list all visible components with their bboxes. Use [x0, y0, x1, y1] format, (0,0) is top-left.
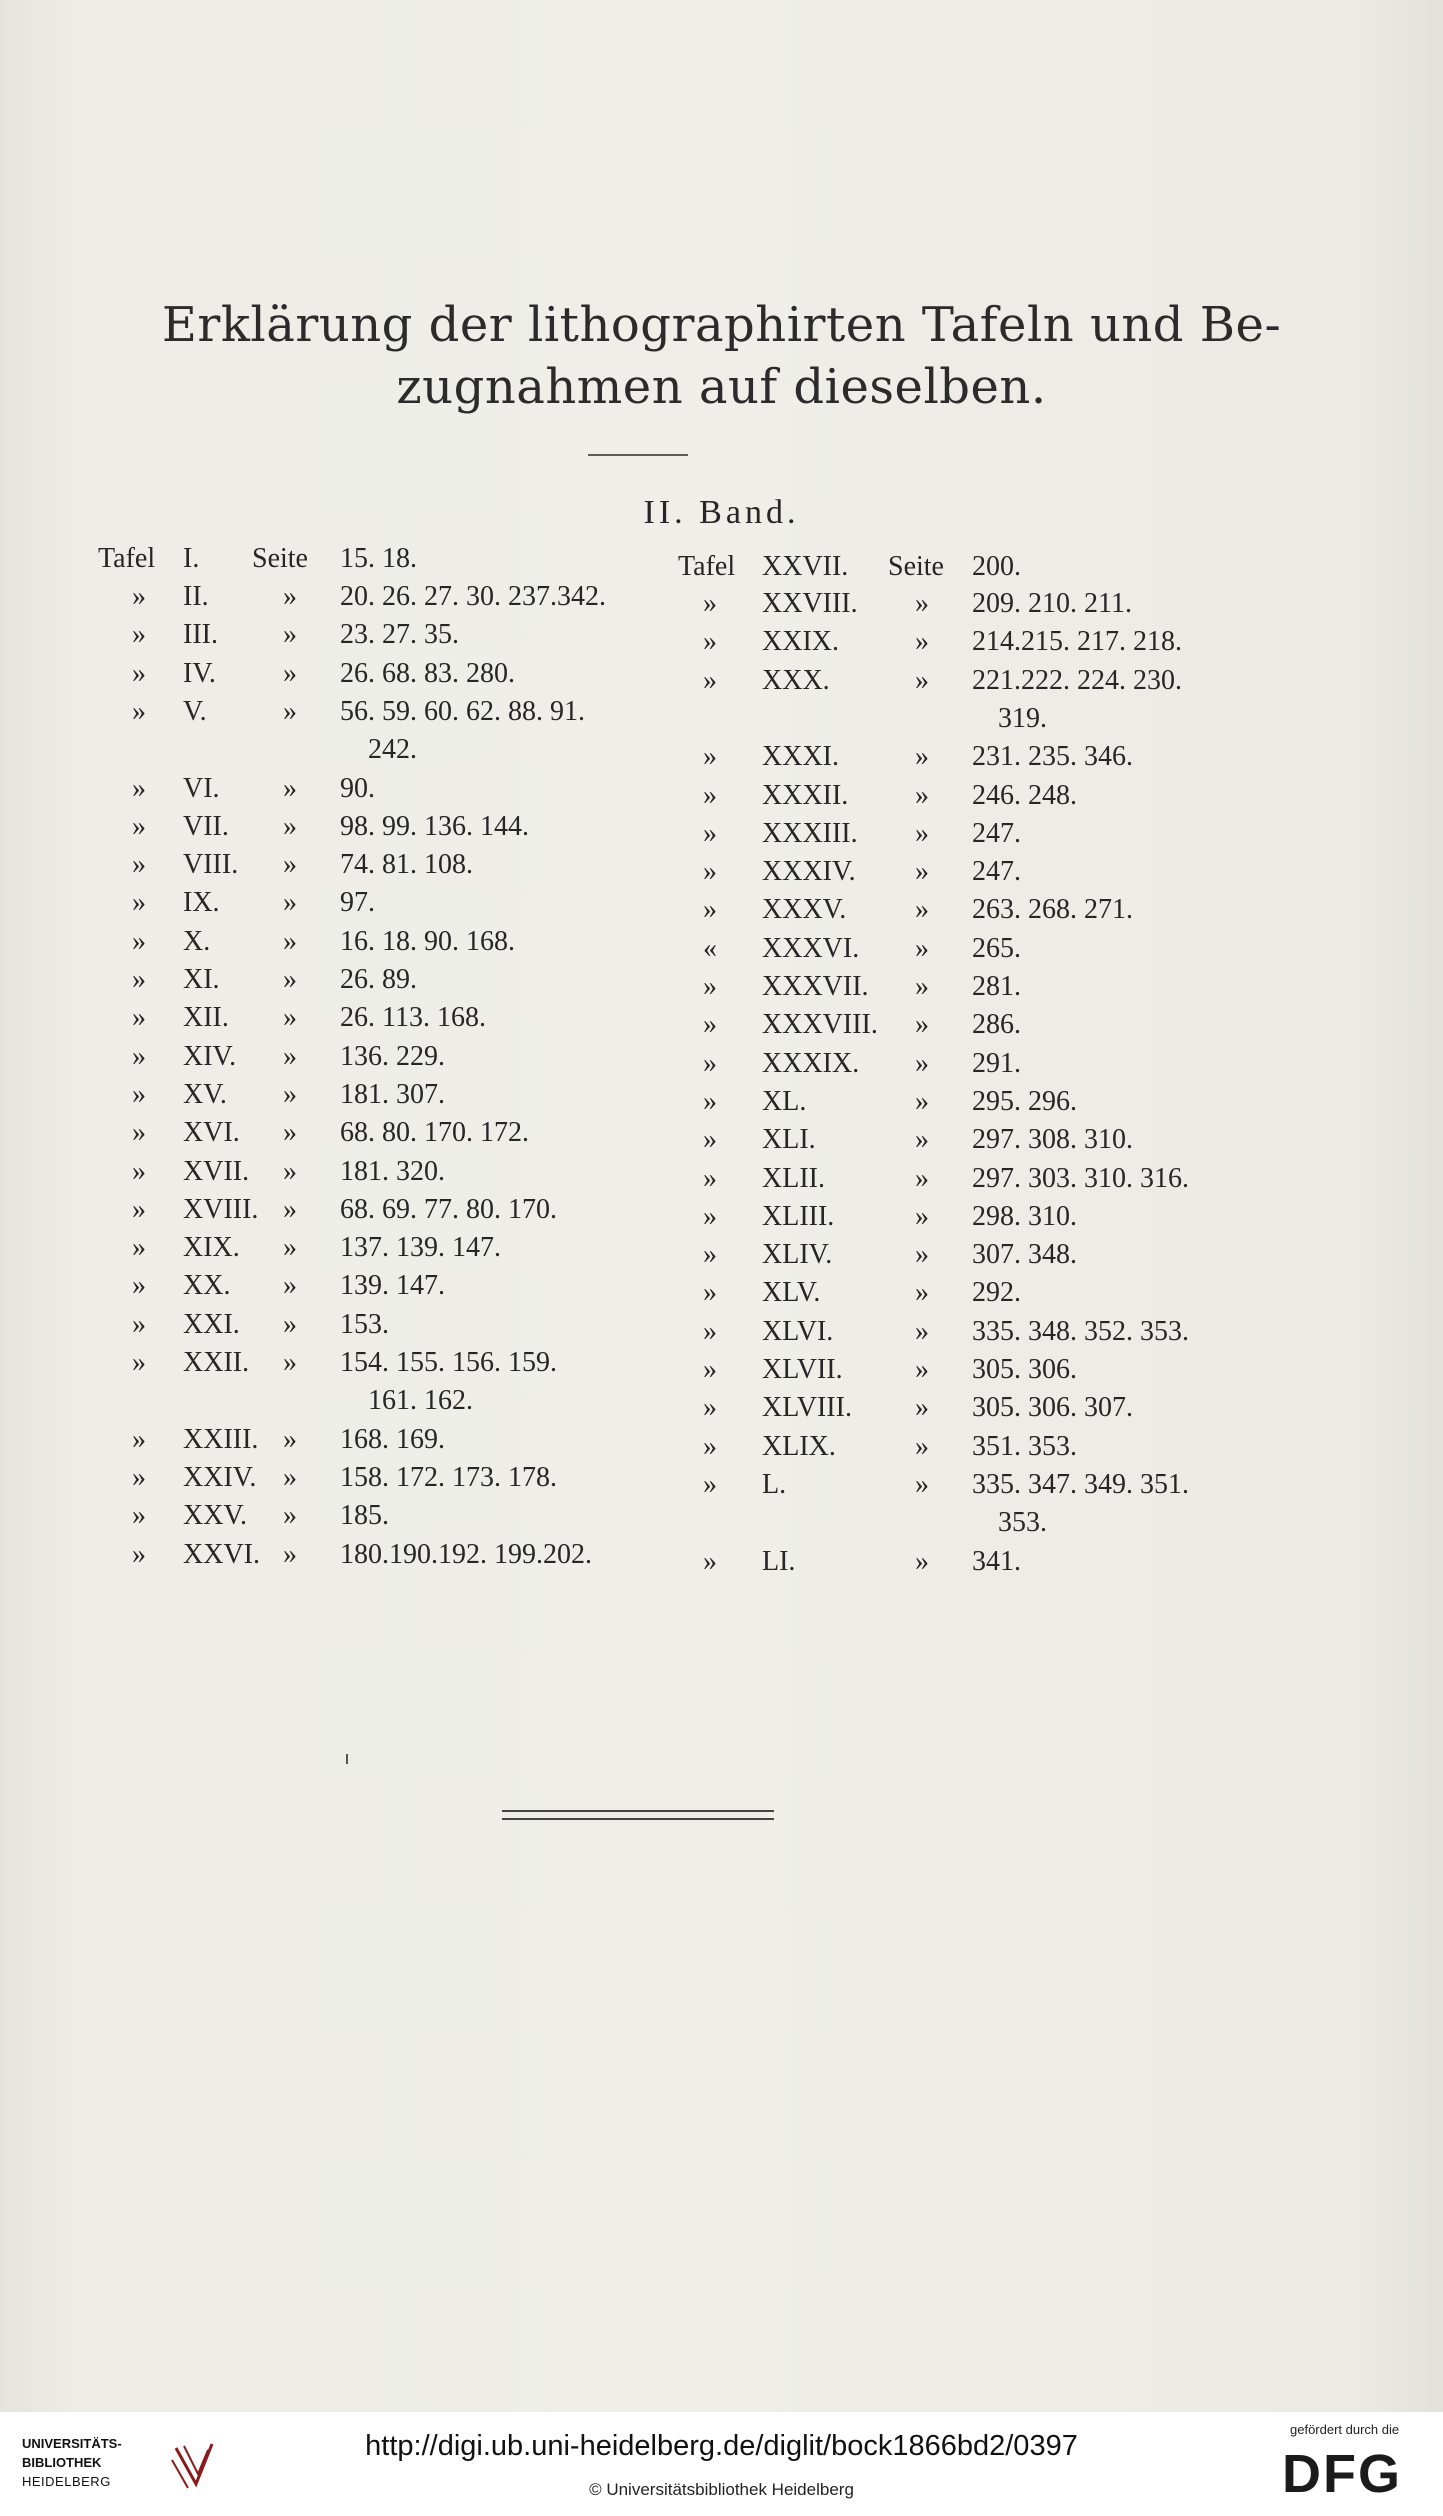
tafel-number: XII.: [183, 1002, 229, 1034]
ditto-mark: »: [915, 1545, 929, 1577]
tafel-label: Tafel: [678, 551, 736, 582]
tafel-number: L.: [762, 1468, 787, 1500]
page-refs: 295. 296.: [972, 1085, 1077, 1117]
page-refs: 158. 172. 173. 178.: [340, 1461, 557, 1493]
ditto-mark: »: [283, 1078, 297, 1110]
tafel-number: XVI.: [183, 1117, 240, 1149]
page-refs: 26. 89.: [340, 964, 417, 995]
ditto-mark: »: [132, 1232, 146, 1264]
tafel-number: XVII.: [183, 1155, 250, 1187]
dfg-logo[interactable]: [1280, 2442, 1420, 2502]
ditto-mark: »: [283, 1500, 297, 1532]
ditto-mark: »: [703, 1545, 717, 1577]
page-refs: 136. 229.: [340, 1040, 445, 1072]
tafel-number: XL.: [762, 1085, 807, 1117]
ditto-mark: »: [915, 1009, 929, 1041]
ditto-mark: »: [283, 1040, 297, 1072]
tafel-number: XXII.: [183, 1347, 250, 1378]
ditto-mark: »: [283, 772, 297, 804]
page-refs: 23. 27. 35.: [340, 619, 459, 651]
ditto-mark: »: [132, 810, 146, 842]
ditto-mark: »: [132, 695, 146, 727]
ditto-mark: »: [283, 619, 297, 651]
page-refs: 185.: [340, 1500, 389, 1532]
ditto-mark: »: [283, 695, 297, 727]
ditto-mark: »: [703, 1085, 717, 1117]
ditto-mark: »: [915, 1392, 929, 1424]
ditto-mark: »: [915, 1354, 929, 1385]
tafel-number: XXV.: [183, 1500, 248, 1532]
tafel-number: XLIV.: [762, 1239, 833, 1271]
ditto-mark: »: [283, 925, 297, 957]
page-refs: 26. 68. 83. 280.: [340, 657, 515, 689]
tafel-number: VIII.: [183, 849, 239, 881]
page-refs: 137. 139. 147.: [340, 1232, 501, 1264]
ditto-mark: »: [703, 894, 717, 926]
ditto-mark: »: [283, 1347, 297, 1378]
tafel-label: Tafel: [98, 543, 156, 574]
page-refs: 154. 155. 156. 159.: [340, 1347, 557, 1378]
page-refs: 298. 310.: [972, 1200, 1077, 1232]
page-refs: 341.: [972, 1545, 1021, 1577]
tafel-number: XLVII.: [762, 1354, 843, 1385]
page-refs: 247.: [972, 817, 1021, 849]
page-refs: 16. 18. 90. 168.: [340, 925, 515, 957]
tafel-number: XLVIII.: [762, 1392, 852, 1424]
tafel-number: XLI.: [762, 1124, 816, 1156]
ditto-mark: »: [283, 964, 297, 995]
tafel-number: V.: [183, 695, 207, 727]
ditto-mark: »: [132, 1002, 146, 1034]
page-refs: 353.: [998, 1507, 1047, 1539]
ditto-mark: »: [283, 810, 297, 842]
tafel-number: XXX.: [762, 664, 830, 696]
ditto-mark: »: [132, 1538, 146, 1570]
ditto-mark: »: [132, 887, 146, 919]
page-refs: 246. 248.: [972, 779, 1077, 811]
ditto-mark: »: [703, 1162, 717, 1194]
ditto-mark: »: [915, 932, 929, 964]
printer-mark: [346, 1754, 348, 1764]
ditto-mark: »: [283, 1232, 297, 1264]
tafel-number: II.: [183, 581, 209, 612]
tafel-number: XXXIX.: [762, 1047, 860, 1079]
ditto-mark: »: [283, 581, 297, 612]
ditto-mark: »: [283, 1193, 297, 1225]
ditto-mark: »: [283, 1270, 297, 1302]
ditto-mark: »: [915, 741, 929, 773]
ditto-mark: »: [703, 1009, 717, 1041]
ditto-mark: »: [132, 657, 146, 689]
library-line-3: HEIDELBERG: [22, 2474, 111, 2489]
footer-bar: [0, 2412, 1443, 2516]
ditto-mark: »: [132, 1193, 146, 1225]
page-refs: 68. 80. 170. 172.: [340, 1117, 529, 1149]
page-refs: 68. 69. 77. 80. 170.: [340, 1193, 557, 1225]
ditto-mark: »: [283, 1423, 297, 1455]
ditto-mark: »: [703, 664, 717, 696]
tafel-number: XXXIV.: [762, 856, 856, 888]
ditto-mark: »: [703, 626, 717, 658]
tafel-number: XLIX.: [762, 1430, 836, 1462]
ditto-mark: »: [703, 1047, 717, 1079]
page-refs: 351. 353.: [972, 1430, 1077, 1462]
ditto-mark: »: [703, 1200, 717, 1232]
ditto-mark: »: [132, 849, 146, 881]
tafel-number: XXI.: [183, 1308, 240, 1340]
ditto-mark: »: [915, 971, 929, 1002]
page-refs: 181. 320.: [340, 1155, 445, 1187]
ditto-mark: »: [132, 1308, 146, 1340]
ditto-mark: »: [703, 1392, 717, 1424]
ditto-mark: »: [703, 1430, 717, 1462]
ditto-mark: »: [132, 1155, 146, 1187]
page-refs: 161. 162.: [368, 1385, 473, 1417]
ditto-mark: »: [915, 1315, 929, 1347]
tafel-number: XI.: [183, 964, 220, 995]
tafel-number: XXXVI.: [762, 932, 860, 964]
seite-label: Seite: [888, 551, 944, 582]
ditto-mark: »: [283, 657, 297, 689]
ditto-mark: »: [915, 1430, 929, 1462]
tafel-number: X.: [183, 925, 211, 957]
tafel-number: XXVI.: [183, 1538, 260, 1570]
tafel-number: XVIII.: [183, 1193, 259, 1225]
ditto-mark: »: [703, 1354, 717, 1385]
ditto-mark: »: [915, 1468, 929, 1500]
ditto-mark: »: [132, 1500, 146, 1532]
ditto-mark: »: [915, 894, 929, 926]
ditto-mark: »: [132, 1347, 146, 1378]
tafel-number: XXXII.: [762, 779, 849, 811]
page-refs: 180.190.192. 199.202.: [340, 1538, 592, 1570]
ditto-mark: »: [703, 1315, 717, 1347]
page-refs: 286.: [972, 1009, 1021, 1041]
title-divider: [588, 454, 688, 456]
ditto-mark: »: [132, 1270, 146, 1302]
tafel-number: XXXI.: [762, 741, 839, 773]
page-refs: 209. 210. 211.: [972, 588, 1132, 619]
tafel-number: XIV.: [183, 1040, 237, 1072]
ditto-mark: »: [283, 1155, 297, 1187]
tafel-number: XXIII.: [183, 1423, 259, 1455]
ditto-mark: »: [915, 1239, 929, 1271]
tafel-number: XLV.: [762, 1277, 821, 1309]
page-refs: 139. 147.: [340, 1270, 445, 1302]
page-refs: 297. 308. 310.: [972, 1124, 1133, 1156]
page-refs: 307. 348.: [972, 1239, 1077, 1271]
page-refs: 335. 348. 352. 353.: [972, 1315, 1189, 1347]
ditto-mark: »: [703, 1239, 717, 1271]
ditto-mark: »: [132, 964, 146, 995]
tafel-number: VII.: [183, 810, 229, 842]
ditto-mark: »: [703, 779, 717, 811]
tafel-number: VI.: [183, 772, 220, 804]
tafel-number: XLVI.: [762, 1315, 834, 1347]
tafel-number: LI.: [762, 1545, 796, 1577]
ditto-mark: »: [283, 1117, 297, 1149]
ditto-mark: »: [132, 619, 146, 651]
page-refs: 90.: [340, 772, 375, 804]
ditto-mark: »: [915, 626, 929, 658]
funding-label: gefördert durch die: [1290, 2422, 1400, 2437]
tafel-number: XXXVIII.: [762, 1009, 878, 1041]
page-refs: 168. 169.: [340, 1423, 445, 1455]
page-refs: 98. 99. 136. 144.: [340, 810, 529, 842]
ditto-mark: »: [703, 1277, 717, 1309]
tafel-number: XV.: [183, 1078, 227, 1110]
tafel-number: XXXV.: [762, 894, 847, 926]
page-refs: 265.: [972, 932, 1021, 964]
page-refs: 74. 81. 108.: [340, 849, 473, 881]
ditto-mark: »: [703, 817, 717, 849]
ditto-mark: »: [915, 1162, 929, 1194]
page-refs: 15. 18.: [340, 543, 417, 574]
library-line-1: UNIVERSITÄTS-: [22, 2436, 122, 2451]
ditto-mark: »: [915, 817, 929, 849]
ditto-mark: »: [132, 772, 146, 804]
ditto-mark: »: [283, 1308, 297, 1340]
page-title-line-2: zugnahmen auf dieselben.: [396, 359, 1047, 415]
ditto-mark: »: [283, 887, 297, 919]
ditto-mark: »: [915, 664, 929, 696]
page-refs: 305. 306. 307.: [972, 1392, 1133, 1424]
tafel-number: XLII.: [762, 1162, 825, 1194]
page-refs: 200.: [972, 551, 1021, 582]
page-refs: 263. 268. 271.: [972, 894, 1133, 926]
ditto-mark: »: [283, 1002, 297, 1034]
ditto-mark: »: [283, 1461, 297, 1493]
ditto-mark: »: [703, 856, 717, 888]
page-refs: 153.: [340, 1308, 389, 1340]
ditto-mark: »: [703, 1468, 717, 1500]
volume-heading: II. Band.: [643, 494, 800, 531]
ditto-mark: «: [703, 932, 717, 964]
tafel-number: XIX.: [183, 1232, 240, 1264]
ditto-mark: »: [283, 1538, 297, 1570]
page-refs: 305. 306.: [972, 1354, 1077, 1385]
ditto-mark: »: [915, 588, 929, 619]
page-refs: 242.: [368, 734, 417, 766]
ditto-mark: »: [703, 741, 717, 773]
tafel-number: IV.: [183, 657, 216, 689]
page-refs: 297. 303. 310. 316.: [972, 1162, 1189, 1194]
ditto-mark: »: [915, 1124, 929, 1156]
dfg-logo-text: DFG: [1282, 2444, 1402, 2502]
page-refs: 26. 113. 168.: [340, 1002, 486, 1034]
page-refs: 231. 235. 346.: [972, 741, 1133, 773]
end-rule-bottom: [502, 1818, 774, 1820]
ditto-mark: »: [915, 1085, 929, 1117]
tafel-number: XXXIII.: [762, 817, 858, 849]
tafel-number: XX.: [183, 1270, 231, 1302]
tafel-number: XXVII.: [762, 551, 849, 582]
ditto-mark: »: [703, 1124, 717, 1156]
ditto-mark: »: [915, 856, 929, 888]
page-refs: 291.: [972, 1047, 1021, 1079]
ditto-mark: »: [132, 1423, 146, 1455]
ditto-mark: »: [703, 971, 717, 1002]
ditto-mark: »: [132, 581, 146, 612]
ditto-mark: »: [915, 1277, 929, 1309]
ditto-mark: »: [915, 1047, 929, 1079]
page-refs: 247.: [972, 856, 1021, 888]
page-refs: 181. 307.: [340, 1078, 445, 1110]
ditto-mark: »: [915, 1200, 929, 1232]
page-refs: 281.: [972, 971, 1021, 1002]
ditto-mark: »: [132, 1040, 146, 1072]
ditto-mark: »: [703, 588, 717, 619]
tafel-number: I.: [183, 543, 200, 574]
page-refs: 319.: [998, 702, 1047, 734]
page-refs: 335. 347. 349. 351.: [972, 1468, 1189, 1500]
seite-label: Seite: [252, 543, 308, 574]
ditto-mark: »: [283, 849, 297, 881]
page-refs: 214.215. 217. 218.: [972, 626, 1182, 658]
tafel-number: XXXVII.: [762, 971, 869, 1002]
copyright-notice: © Universitätsbibliothek Heidelberg: [589, 2480, 854, 2499]
library-line-2: BIBLIOTHEK: [22, 2455, 102, 2470]
ditto-mark: »: [915, 779, 929, 811]
tafel-number: XXVIII.: [762, 588, 858, 619]
tafel-number: XXIX.: [762, 626, 839, 658]
ditto-mark: »: [132, 925, 146, 957]
page-refs: 221.222. 224. 230.: [972, 664, 1182, 696]
page-refs: 97.: [340, 887, 375, 919]
permalink-url[interactable]: http://digi.ub.uni-heidelberg.de/diglit/bock1866bd2/0397: [365, 2430, 1078, 2462]
tafel-number: III.: [183, 619, 218, 651]
page-refs: 56. 59. 60. 62. 88. 91.: [340, 695, 585, 727]
ditto-mark: »: [132, 1461, 146, 1493]
end-rule-top: [502, 1810, 774, 1812]
page-refs: 292.: [972, 1277, 1021, 1309]
tafel-number: IX.: [183, 887, 220, 919]
tafel-number: XLIII.: [762, 1200, 835, 1232]
page-title-line-1: Erklärung der lithographirten Tafeln und Be-: [161, 297, 1282, 353]
page-refs: 20. 26. 27. 30. 237.342.: [340, 581, 606, 612]
ditto-mark: »: [132, 1117, 146, 1149]
tafel-number: XXIV.: [183, 1461, 257, 1493]
ditto-mark: »: [132, 1078, 146, 1110]
